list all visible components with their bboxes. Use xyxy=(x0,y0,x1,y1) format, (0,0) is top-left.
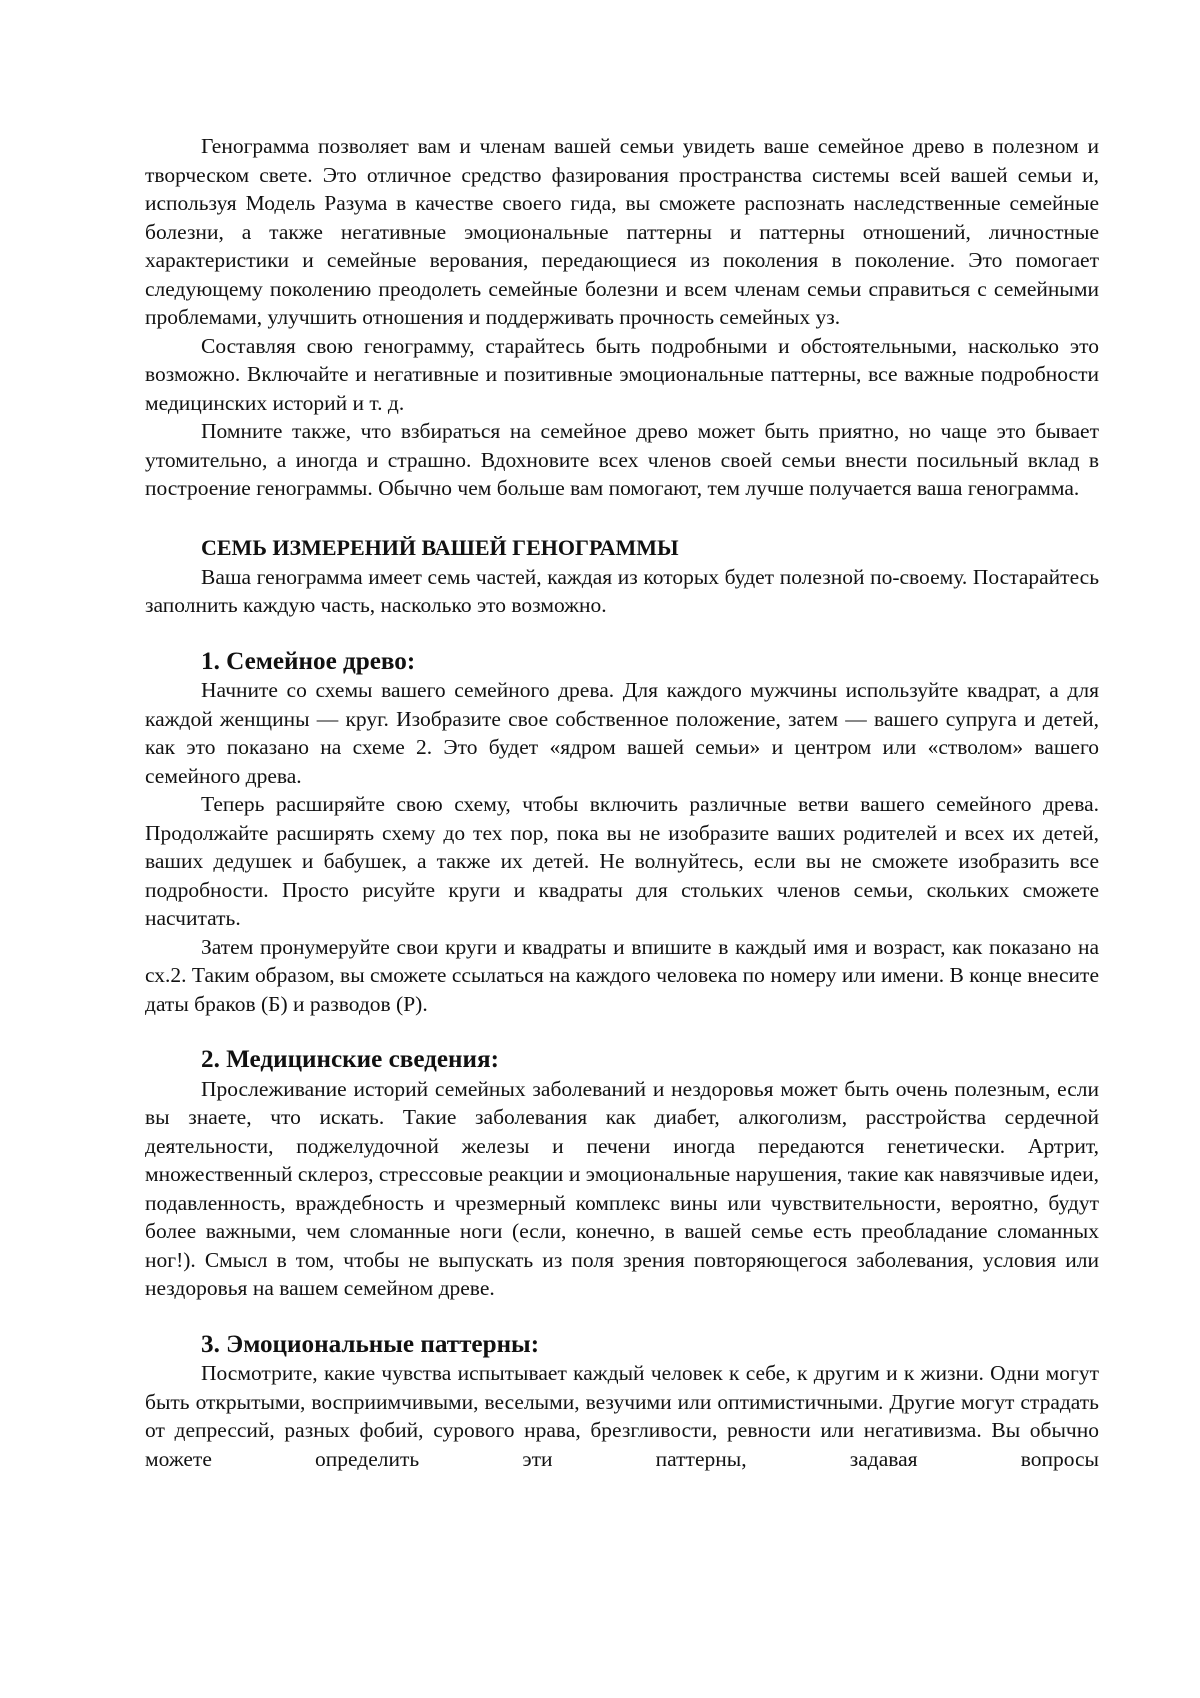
intro-paragraph-2: Составляя свою генограмму, старайтесь быть подробными и обстоятельными, насколько это возможно. Включайте и негативные и позитивные эмоциональные паттерны, все важные подробности медицинских историй и т. д. xyxy=(145,333,1099,415)
part-1-paragraph-2: Теперь расширяйте свою схему, чтобы включить различные ветви вашего семейного древа. Продолжайте расширять схему до тех пор, пока вы не изобразите ваших родителей и всех их детей, ваших дедушек и бабушек, а также их детей. Не волнуйтесь, если вы не сможете изобразить все подробности. Просто рисуйте круги и квадраты для стольких членов семьи, скольких сможете насчитать. xyxy=(145,792,1099,930)
part-3-paragraph-1: Посмотрите, какие чувства испытывает каждый человек к себе, к другим и к жизни. Одни могут быть открытыми, восприимчивыми, веселыми, везучими или оптимистичными. Другие могут страдать от депрессий, разных фобий, сурового нрава, брезгливости, ревности или негативизма. Вы обычно можете определить эти паттерны, задавая вопросы xyxy=(145,1361,1099,1471)
intro-paragraph-3: Помните также, что взбираться на семейное древо может быть приятно, но чаще это бывает утомительно, а иногда и страшно. Вдохновите всех членов своей семьи внести посильный вклад в построение генограммы. Обычно чем больше вам помогают, тем лучше получается ваша генограмма. xyxy=(145,419,1099,500)
part-1-paragraph-1: Начните со схемы вашего семейного древа. Для каждого мужчины используйте квадрат, а для каждой женщины — круг. Изобразите свое собственное положение, затем — вашего супруга и детей, как это показано на схеме 2. Это будет «ядром вашей семьи» и центром или «стволом» вашего семейного древа. xyxy=(145,678,1099,788)
section-heading: СЕМЬ ИЗМЕРЕНИЙ ВАШЕЙ ГЕНОГРАММЫ xyxy=(201,534,679,560)
part-1-heading: 1. Семейное древо: xyxy=(201,647,416,675)
part-1-paragraph-3: Затем пронумеруйте свои круги и квадраты и впишите в каждый имя и возраст, как показано на сх.2. Таким образом, вы сможете ссылаться на каждого человека по номеру или имени. В конце внесите даты браков (Б) и разводов (Р). xyxy=(145,934,1099,1016)
part-2-heading: 2. Медицинские сведения: xyxy=(201,1046,499,1073)
part-3-heading: 3. Эмоциональные паттерны: xyxy=(201,1330,540,1358)
section-intro-paragraph: Ваша генограмма имеет семь частей, каждая из которых будет полезной по-своему. Постарайтесь заполнить каждую часть, насколько это возможно. xyxy=(145,564,1099,617)
intro-paragraph-1: Генограмма позволяет вам и членам вашей семьи увидеть ваше семейное древо в полезном и творческом свете. Это отличное средство фазирования пространства системы всей вашей семьи и, используя Модель Разума в качестве своего гида, вы сможете распознать наследственные семейные болезни, а также негативные эмоциональные паттерны и паттерны отношений, личностные характеристики и семейные верования, передающиеся из поколения в поколение. Это помогает следующему поколению преодолеть семейные болезни и всем членам семьи справиться с семейными проблемами, улучшить отношения и поддерживать прочность семейных уз. xyxy=(145,134,1099,329)
part-2-paragraph-1: Прослеживание историй семейных заболеваний и нездоровья может быть очень полезным, если вы знаете, что искать. Такие заболевания как диабет, алкоголизм, расстройства сердечной деятельности, поджелудочной железы и печени иногда передаются генетически. Артрит, множественный склероз, стрессовые реакции и эмоциональные нарушения, такие как навязчивые идеи, подавленность, враждебность и чрезмерный комплекс вины или чувствительности, вероятно, будут более важными, чем сломанные ноги (если, конечно, в вашей семье есть преобладание сломанных ног!). Смысл в том, чтобы не выпускать из поля зрения повторяющегося заболевания, условия или нездоровья на вашем семейном древе. xyxy=(145,1076,1099,1300)
